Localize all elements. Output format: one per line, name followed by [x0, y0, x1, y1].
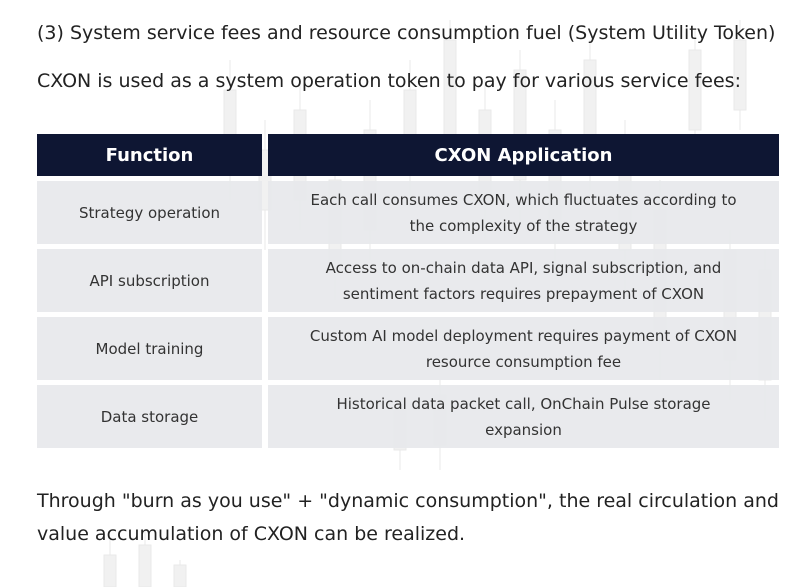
row-application-cell: Historical data packet call, OnChain Pulse storage expansion: [268, 385, 779, 448]
row-function-cell: Strategy operation: [37, 181, 262, 244]
section-heading: (3) System service fees and resource consumption fuel (System Utility Token): [37, 22, 776, 44]
row-function-cell: Data storage: [37, 385, 262, 448]
table-row: [37, 317, 779, 380]
intro-paragraph: CXON is used as a system operation token to pay for various service fees:: [37, 70, 741, 92]
header-function: Function: [37, 134, 262, 176]
row-function-cell: API subscription: [37, 249, 262, 312]
table-row: [37, 385, 779, 448]
row-function-cell: Model training: [37, 317, 262, 380]
row-application-cell: Custom AI model deployment requires payment of CXON resource consumption fee: [268, 317, 779, 380]
cxon-application-table: [37, 134, 779, 448]
row-application-cell: Access to on-chain data API, signal subscription, and sentiment factors requires prepayment of CXON: [268, 249, 779, 312]
conclusion-paragraph: Through "burn as you use" + "dynamic consumption", the real circulation and value accumulation of CXON can be realized.: [37, 490, 779, 545]
table-row: [37, 181, 779, 244]
table-header-row: [37, 134, 779, 176]
row-application-cell: Each call consumes CXON, which fluctuates according to the complexity of the strategy: [268, 181, 779, 244]
header-cxon-application: CXON Application: [268, 134, 779, 176]
table-row: [37, 249, 779, 312]
